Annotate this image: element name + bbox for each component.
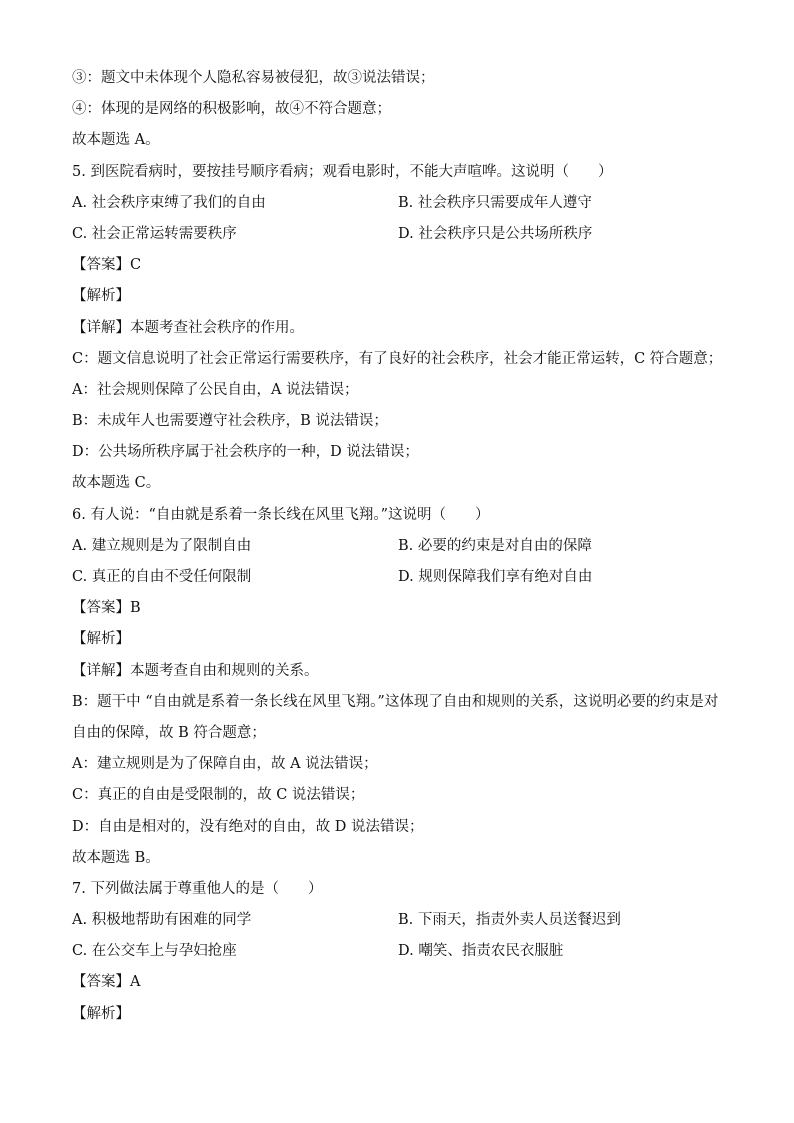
option-d: D. 嘲笑、指责农民衣服脏 <box>398 943 564 960</box>
text-line: C：题文信息说明了社会正常运行需要秩序，有了良好的社会秩序，社会才能正常运转，C 符合题意； <box>72 350 723 367</box>
question-6-options-row-1 <box>72 531 732 562</box>
text-line: 故本题选 C。 <box>72 475 161 492</box>
question-5-options-row-2 <box>72 219 732 250</box>
text-line: 故本题选 B。 <box>72 849 160 866</box>
text-line: A：建立规则是为了保障自由，故 A 说法错误； <box>72 756 378 773</box>
text-line: ④：体现的是网络的积极影响，故④不符合题意； <box>72 101 391 118</box>
question-7-options-row-2 <box>72 936 732 967</box>
question-5-stem: 5. 到医院看病时，要按挂号顺序看病；观看电影时，不能大声喧哗。这说明（ ） <box>72 163 613 180</box>
option-d: D. 规则保障我们享有绝对自由 <box>398 569 593 585</box>
text-line: D：公共场所秩序属于社会秩序的一种，D 说法错误； <box>72 444 419 461</box>
analysis-label: 【解析】 <box>72 288 130 305</box>
text-line: B：未成年人也需要遵守社会秩序，B 说法错误； <box>72 413 388 430</box>
question-6-stem: 6. 有人说：“自由就是系着一条长线在风里飞翔。”这说明（ ） <box>72 506 490 523</box>
option-c: C. 真正的自由不受任何限制 <box>72 569 252 585</box>
analysis-label: 【解析】 <box>72 631 130 648</box>
question-7-stem: 7. 下列做法属于尊重他人的是（ ） <box>72 880 323 897</box>
option-a: A. 建立规则是为了限制自由 <box>72 537 252 554</box>
option-c: C. 在公交车上与孕妇抢座 <box>72 943 237 960</box>
option-a: A. 积极地帮助有困难的同学 <box>72 912 252 929</box>
detail-line: 【详解】本题考查社会秩序的作用。 <box>72 319 304 336</box>
option-d: D. 社会秩序只是公共场所秩序 <box>398 225 593 242</box>
document-page <box>72 63 732 1030</box>
question-6-options-row-2 <box>72 562 732 593</box>
text-line: 自由的保障，故 B 符合题意； <box>72 724 266 741</box>
option-b: B. 必要的约束是对自由的保障 <box>398 537 592 554</box>
answer-label: 【答案】C <box>72 257 142 274</box>
text-line: D：自由是相对的，没有绝对的自由，故 D 说法错误； <box>72 818 424 835</box>
option-b: B. 社会秩序只需要成年人遵守 <box>398 194 592 211</box>
answer-label: 【答案】A <box>72 974 141 991</box>
option-a: A. 社会秩序束缚了我们的自由 <box>72 194 266 211</box>
text-line: B：题干中 “自由就是系着一条长线在风里飞翔。”这体现了自由和规则的关系，这说明必要的约束是对 <box>72 693 719 710</box>
detail-line: 【详解】本题考查自由和规则的关系。 <box>72 662 319 679</box>
text-line: 故本题选 A。 <box>72 132 160 149</box>
question-5-options-row-1 <box>72 188 732 219</box>
option-b: B. 下雨天，指责外卖人员送餐迟到 <box>398 912 621 929</box>
text-line: ③：题文中未体现个人隐私容易被侵犯，故③说法错误； <box>72 70 435 86</box>
text-line: C：真正的自由是受限制的，故 C 说法错误； <box>72 787 365 804</box>
analysis-label: 【解析】 <box>72 1005 130 1022</box>
text-line: A：社会规则保障了公民自由，A 说法错误； <box>72 381 359 398</box>
answer-label: 【答案】B <box>72 600 141 617</box>
option-c: C. 社会正常运转需要秩序 <box>72 225 237 242</box>
question-7-options-row-1 <box>72 905 732 936</box>
